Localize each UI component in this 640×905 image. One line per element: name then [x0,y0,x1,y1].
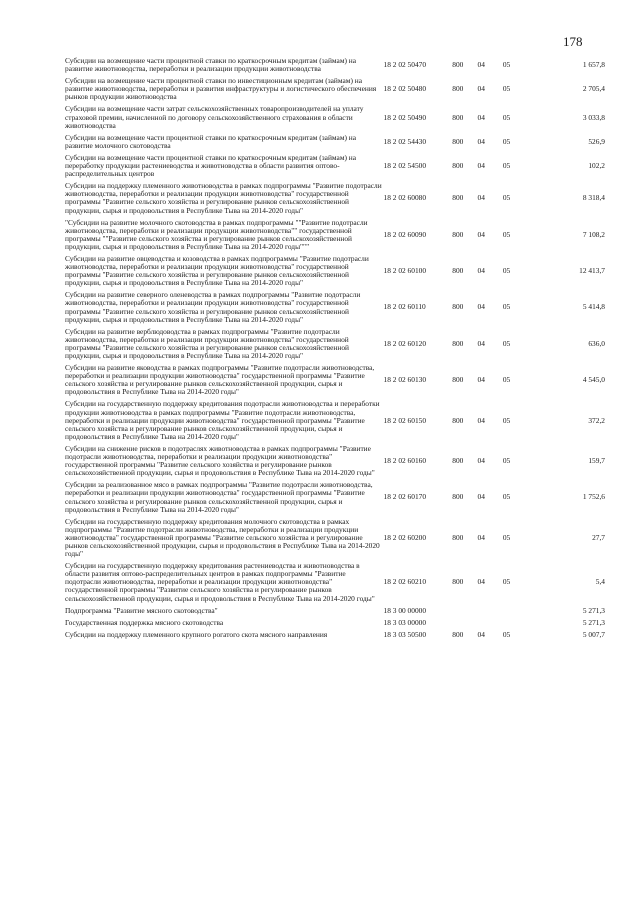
row-sum: 5 271,3 [582,617,605,627]
row-subsection: 05 [502,629,511,639]
row-name: Субсидии на возмещение части затрат сельскохозяйственных товаропроизводителей на уплату страховой премии, начисленной по договору сельскохозяйственного страхования в области животноводства [65,104,364,130]
table-row [65,55,605,75]
row-sum: 5 414,8 [582,302,605,312]
row-expense-type: 800 [452,532,464,542]
row-name: Субсидии на развитие яководства в рамках подпрограммы "Развитие подотрасли животноводства, переработки и реализации продукции животноводства" государственной программы "Развитие сельского хозяйства и регулирование рынков сельскохозяйственной продукции, сырья и продовольствия в Республике Тыва на 2014-2020 годы" [65,363,375,397]
table-row [65,253,605,289]
row-subsection: 05 [502,302,511,312]
row-subsection: 05 [502,136,511,146]
row-subsection: 05 [502,577,511,587]
row-code: 18 2 02 60150 [383,415,427,425]
row-sum: 1 752,6 [582,492,605,502]
row-sum: 159,7 [588,456,605,466]
row-expense-type: 800 [452,302,464,312]
row-subsection: 05 [502,492,511,502]
row-section: 04 [477,136,485,146]
row-subsection: 05 [502,193,511,203]
row-subsection: 05 [502,375,511,385]
row-expense-type: 800 [452,84,464,94]
row-code: 18 2 02 54500 [383,161,427,171]
row-name: Субсидии на возмещение части процентной ставки по краткосрочным кредитам (займам) на развитие животноводства, переработки и реализации продукции животноводства [65,56,357,74]
row-expense-type [452,605,477,617]
row-code: 18 2 02 50480 [383,84,427,94]
table-row [65,443,605,479]
table-row [65,362,605,398]
row-name: Субсидии на возмещение части процентной ставки по краткосрочным кредитам (займам) на развитие молочного скотоводства [65,132,357,150]
row-code: 18 3 00 00000 [383,605,427,615]
row-name: Субсидии на развитие северного оленеводства в рамках подпрограммы "Развитие подотрасли животноводства, переработки и реализации продукции животноводства" государственной программы "Развитие сельского хозяйства и регулирование рынков сельскохозяйственной продукции, сырья и продовольствия в Республике Тыва на 2014-2020 годы" [65,290,361,324]
row-code: 18 2 02 60090 [383,229,427,239]
table-row [65,398,605,442]
table-row [65,289,605,325]
row-section: 04 [477,456,485,466]
row-subsection: 05 [502,112,511,122]
row-sum: 7 108,2 [582,229,605,239]
row-expense-type: 800 [452,136,464,146]
row-section: 04 [477,375,485,385]
row-sum: 636,0 [588,338,605,348]
row-subsection: 05 [502,161,511,171]
row-section [478,605,503,617]
row-name: Субсидии на поддержку племенного крупного рогатого скота мясного направления [65,629,328,639]
row-subsection: 05 [502,415,511,425]
row-sum: 1 657,8 [582,60,605,70]
row-code: 18 2 02 50470 [383,60,427,70]
row-subsection: 05 [502,266,511,276]
row-expense-type: 800 [452,161,464,171]
row-expense-type [452,617,477,629]
row-code: 18 2 02 60080 [383,193,427,203]
row-expense-type: 800 [452,60,464,70]
row-subsection: 05 [502,338,511,348]
row-subsection: 05 [502,60,511,70]
row-expense-type: 800 [452,577,464,587]
table-row [65,75,605,103]
row-expense-type: 800 [452,338,464,348]
table-row [65,326,605,362]
table-row [65,217,605,253]
row-name: Субсидии на поддержку племенного животноводства в рамках подпрограммы "Развитие подотрасли животноводства, переработки и реализации продукции животноводства" государственной программы "Развитие сельского хозяйства и регулирование рынков сельскохозяйственной продукции, сырья и продовольствия в Республике Тыва на 2014-2020 годы" [65,181,382,215]
row-sum: 5 271,3 [582,605,605,615]
row-name: Субсидии на возмещение части процентной ставки по инвестиционным кредитам (займам) на развитие животноводства, переработки и развития инфраструктуры и логистического обеспечения рынков продукции животноводства [65,76,377,102]
page-number: 178 [563,34,583,49]
row-section: 04 [477,266,485,276]
row-sum: 102,2 [588,161,605,171]
row-section: 04 [477,112,485,122]
row-expense-type: 800 [452,456,464,466]
table-row [65,617,605,629]
row-code: 18 2 02 60110 [383,302,426,312]
row-section: 04 [477,302,485,312]
row-code: 18 2 02 60170 [383,492,427,502]
row-subsection: 05 [502,229,511,239]
row-code: 18 2 02 60160 [383,456,427,466]
row-section: 04 [477,60,485,70]
row-section: 04 [477,161,485,171]
row-expense-type: 800 [452,375,464,385]
table-row [65,629,605,641]
row-code: 18 2 02 54430 [383,136,427,146]
row-expense-type: 800 [452,266,464,276]
row-sum: 372,2 [588,415,605,425]
row-subsection: 05 [502,532,511,542]
row-expense-type: 800 [452,112,464,122]
row-name: Субсидии на развитие верблюдоводства в рамках подпрограммы "Развитие подотрасли животноводства, переработки и реализации продукции животноводства" государственной программы "Развитие сельского хозяйства и регулирование рынков сельскохозяйственной продукции, сырья и продовольствия в Республике Тыва на 2014-2020 годы" [65,326,349,360]
row-code: 18 2 02 60130 [383,375,427,385]
table-row [65,560,605,604]
row-section: 04 [477,84,485,94]
row-code: 18 2 02 60100 [383,266,427,276]
row-code: 18 2 02 60200 [383,532,427,542]
row-expense-type: 800 [452,415,464,425]
row-name: Субсидии на развитие овцеводства и козоводства в рамках подпрограммы "Развитие подотрасли животноводства, переработки и реализации продукции животноводства" государственной программы "Развитие сельского хозяйства и регулирование рынков сельскохозяйственной продукции, сырья и продовольствия в Республике Тыва на 2014-2020 годы" [65,253,369,288]
row-code: 18 3 03 00000 [383,617,427,627]
row-subsection: 05 [502,456,511,466]
table-row [65,152,605,180]
row-name: Субсидии на снижение рисков в подотраслях животноводства в рамках подпрограммы "Развитие подотрасли животноводства, переработки и реализации продукции животноводства" государственной программы "Развитие сельского хозяйства и регулирование рынков сельскохозяйственной продукции, сырья и продовольствия в Республике Тыва на 2014-2020 годы" [65,443,375,478]
table-row [65,605,605,617]
row-subsection [503,617,533,629]
table-row [65,479,605,515]
row-name: Подпрограмма "Развитие мясного скотоводства" [65,605,218,615]
row-name: "Субсидии на развитие молочного скотоводства в рамках подпрограммы ""Развитие подотрасли животноводства, переработки и реализации продукции животноводства"" государственной программы ""Развитие сельского хозяйства и регулирование рынков сельскохозяйственной продукции, сырья и продовольствия в Республике Тыва на 2014-2020 годы""" [65,217,368,251]
row-sum: 5 007,7 [582,629,605,639]
row-sum: 8 318,4 [582,193,605,203]
row-sum: 526,9 [588,136,605,146]
table-row [65,180,605,216]
row-sum: 2 705,4 [582,84,605,94]
row-section: 04 [477,193,485,203]
budget-table-body [65,55,605,641]
row-sum: 4 545,0 [582,375,605,385]
row-name: Субсидии за реализованное мясо в рамках подпрограммы "Развитие подотрасли животноводства, переработки и реализации продукции животноводства" государственной программы "Развитие сельского хозяйства и регулирование рынков сельскохозяйственной продукции, сырья и продовольствия в Республике Тыва на 2014-2020 годы" [65,480,373,514]
row-code: 18 2 02 60120 [383,338,427,348]
row-sum: 27,7 [592,532,605,542]
row-section: 04 [477,532,485,542]
row-section: 04 [477,577,485,587]
row-expense-type: 800 [452,629,464,639]
table-row [65,132,605,152]
row-code: 18 2 02 60210 [383,577,427,587]
row-sum: 3 033,8 [582,112,605,122]
budget-table [65,55,605,641]
row-name: Субсидии на государственную поддержку кредитования молочного скотоводства в рамках подпрограммы "Развитие подотрасли животноводства, переработки и реализации продукции животноводства" государственной программы "Развитие сельского хозяйства и регулирование рынков сельскохозяйственной продукции, сырья и продовольствия в Республике Тыва на 2014-2020 годы" [65,516,380,559]
row-code: 18 2 02 50490 [383,112,427,122]
row-code: 18 3 03 50500 [383,629,427,639]
row-expense-type: 800 [452,492,464,502]
row-name: Субсидии на возмещение части процентной ставки по краткосрочным кредитам (займам) на переработку продукции растениеводства и животноводства в области развития оптово-распределительных центров [65,152,357,179]
row-section: 04 [477,492,485,502]
row-expense-type: 800 [452,229,464,239]
row-name: Государственная поддержка мясного скотоводства [65,617,224,627]
table-row [65,103,605,131]
row-subsection [503,605,533,617]
row-section: 04 [477,415,485,425]
row-name: Субсидии на государственную поддержку кредитования растениеводства и животноводства в области развития оптово-распределительных центров в рамках подпрограммы "Развитие подотрасли животноводства, переработки и реализации продукции животноводства" государственной программы "Развитие сельского хозяйства и регулирование рынков сельскохозяйственной продукции, сырья и продовольствия в Республике Тыва на 2014-2020 годы" [65,561,375,603]
table-row [65,516,605,560]
row-section: 04 [477,338,485,348]
row-sum: 5,4 [595,577,605,587]
row-sum: 12 413,7 [579,266,605,276]
row-section: 04 [477,629,485,639]
row-expense-type: 800 [452,193,464,203]
row-name: Субсидии на государственную поддержку кредитования подотрасли животноводства и переработки продукции животноводства в рамках подпрограммы "Развитие подотрасли животноводства, переработки и реализации продукции животноводства" государственной программы "Развитие сельского хозяйства и регулирование рынков сельскохозяйственной продукции, сырья и продовольствия в Республике Тыва на 2014-2020 годы" [65,399,380,441]
row-subsection: 05 [502,84,511,94]
row-section: 04 [477,229,485,239]
row-section [478,617,503,629]
